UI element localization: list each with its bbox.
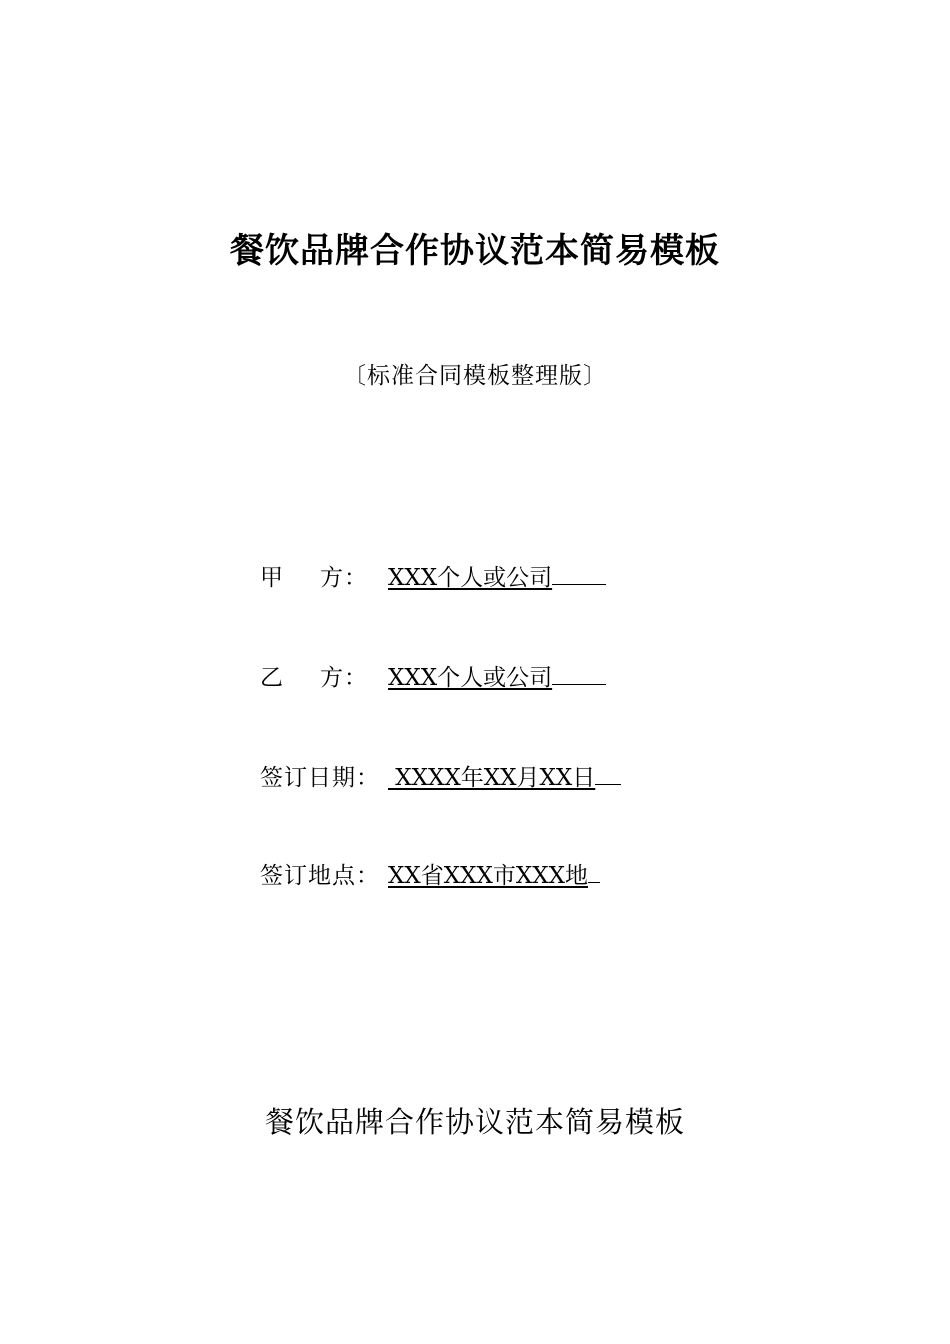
footer-title: 餐饮品牌合作协议范本简易模板: [264, 1105, 685, 1139]
sign-place-underline: [588, 858, 600, 883]
party-b-field: [260, 660, 606, 694]
party-b-underline: [552, 660, 606, 685]
party-a-label: [260, 562, 368, 594]
party-b-label: [260, 662, 368, 694]
sign-place-value: XX省XXX市XXX地: [388, 863, 588, 889]
party-b-label-left: 乙: [260, 665, 284, 691]
party-a-value: XXX个人或公司: [388, 565, 553, 591]
document-title: 餐饮品牌合作协议范本简易模板: [230, 231, 720, 271]
document-subtitle: 〔标准合同模板整理版〕: [343, 363, 607, 389]
party-b-value: XXX个人或公司: [388, 665, 553, 691]
party-a-underline: [552, 560, 606, 585]
party-b-label-right: 方：: [320, 665, 368, 691]
sign-date-underline: [595, 760, 621, 785]
sign-date-field: [260, 760, 621, 794]
party-a-label-left: 甲: [260, 565, 284, 591]
sign-place-field: [260, 858, 600, 892]
sign-date-value: XXXX年XX月XX日: [388, 765, 596, 791]
sign-place-label: 签订地点：: [260, 863, 380, 889]
party-a-label-right: 方：: [320, 565, 368, 591]
sign-date-label: 签订日期：: [260, 765, 380, 791]
party-a-field: [260, 560, 606, 594]
